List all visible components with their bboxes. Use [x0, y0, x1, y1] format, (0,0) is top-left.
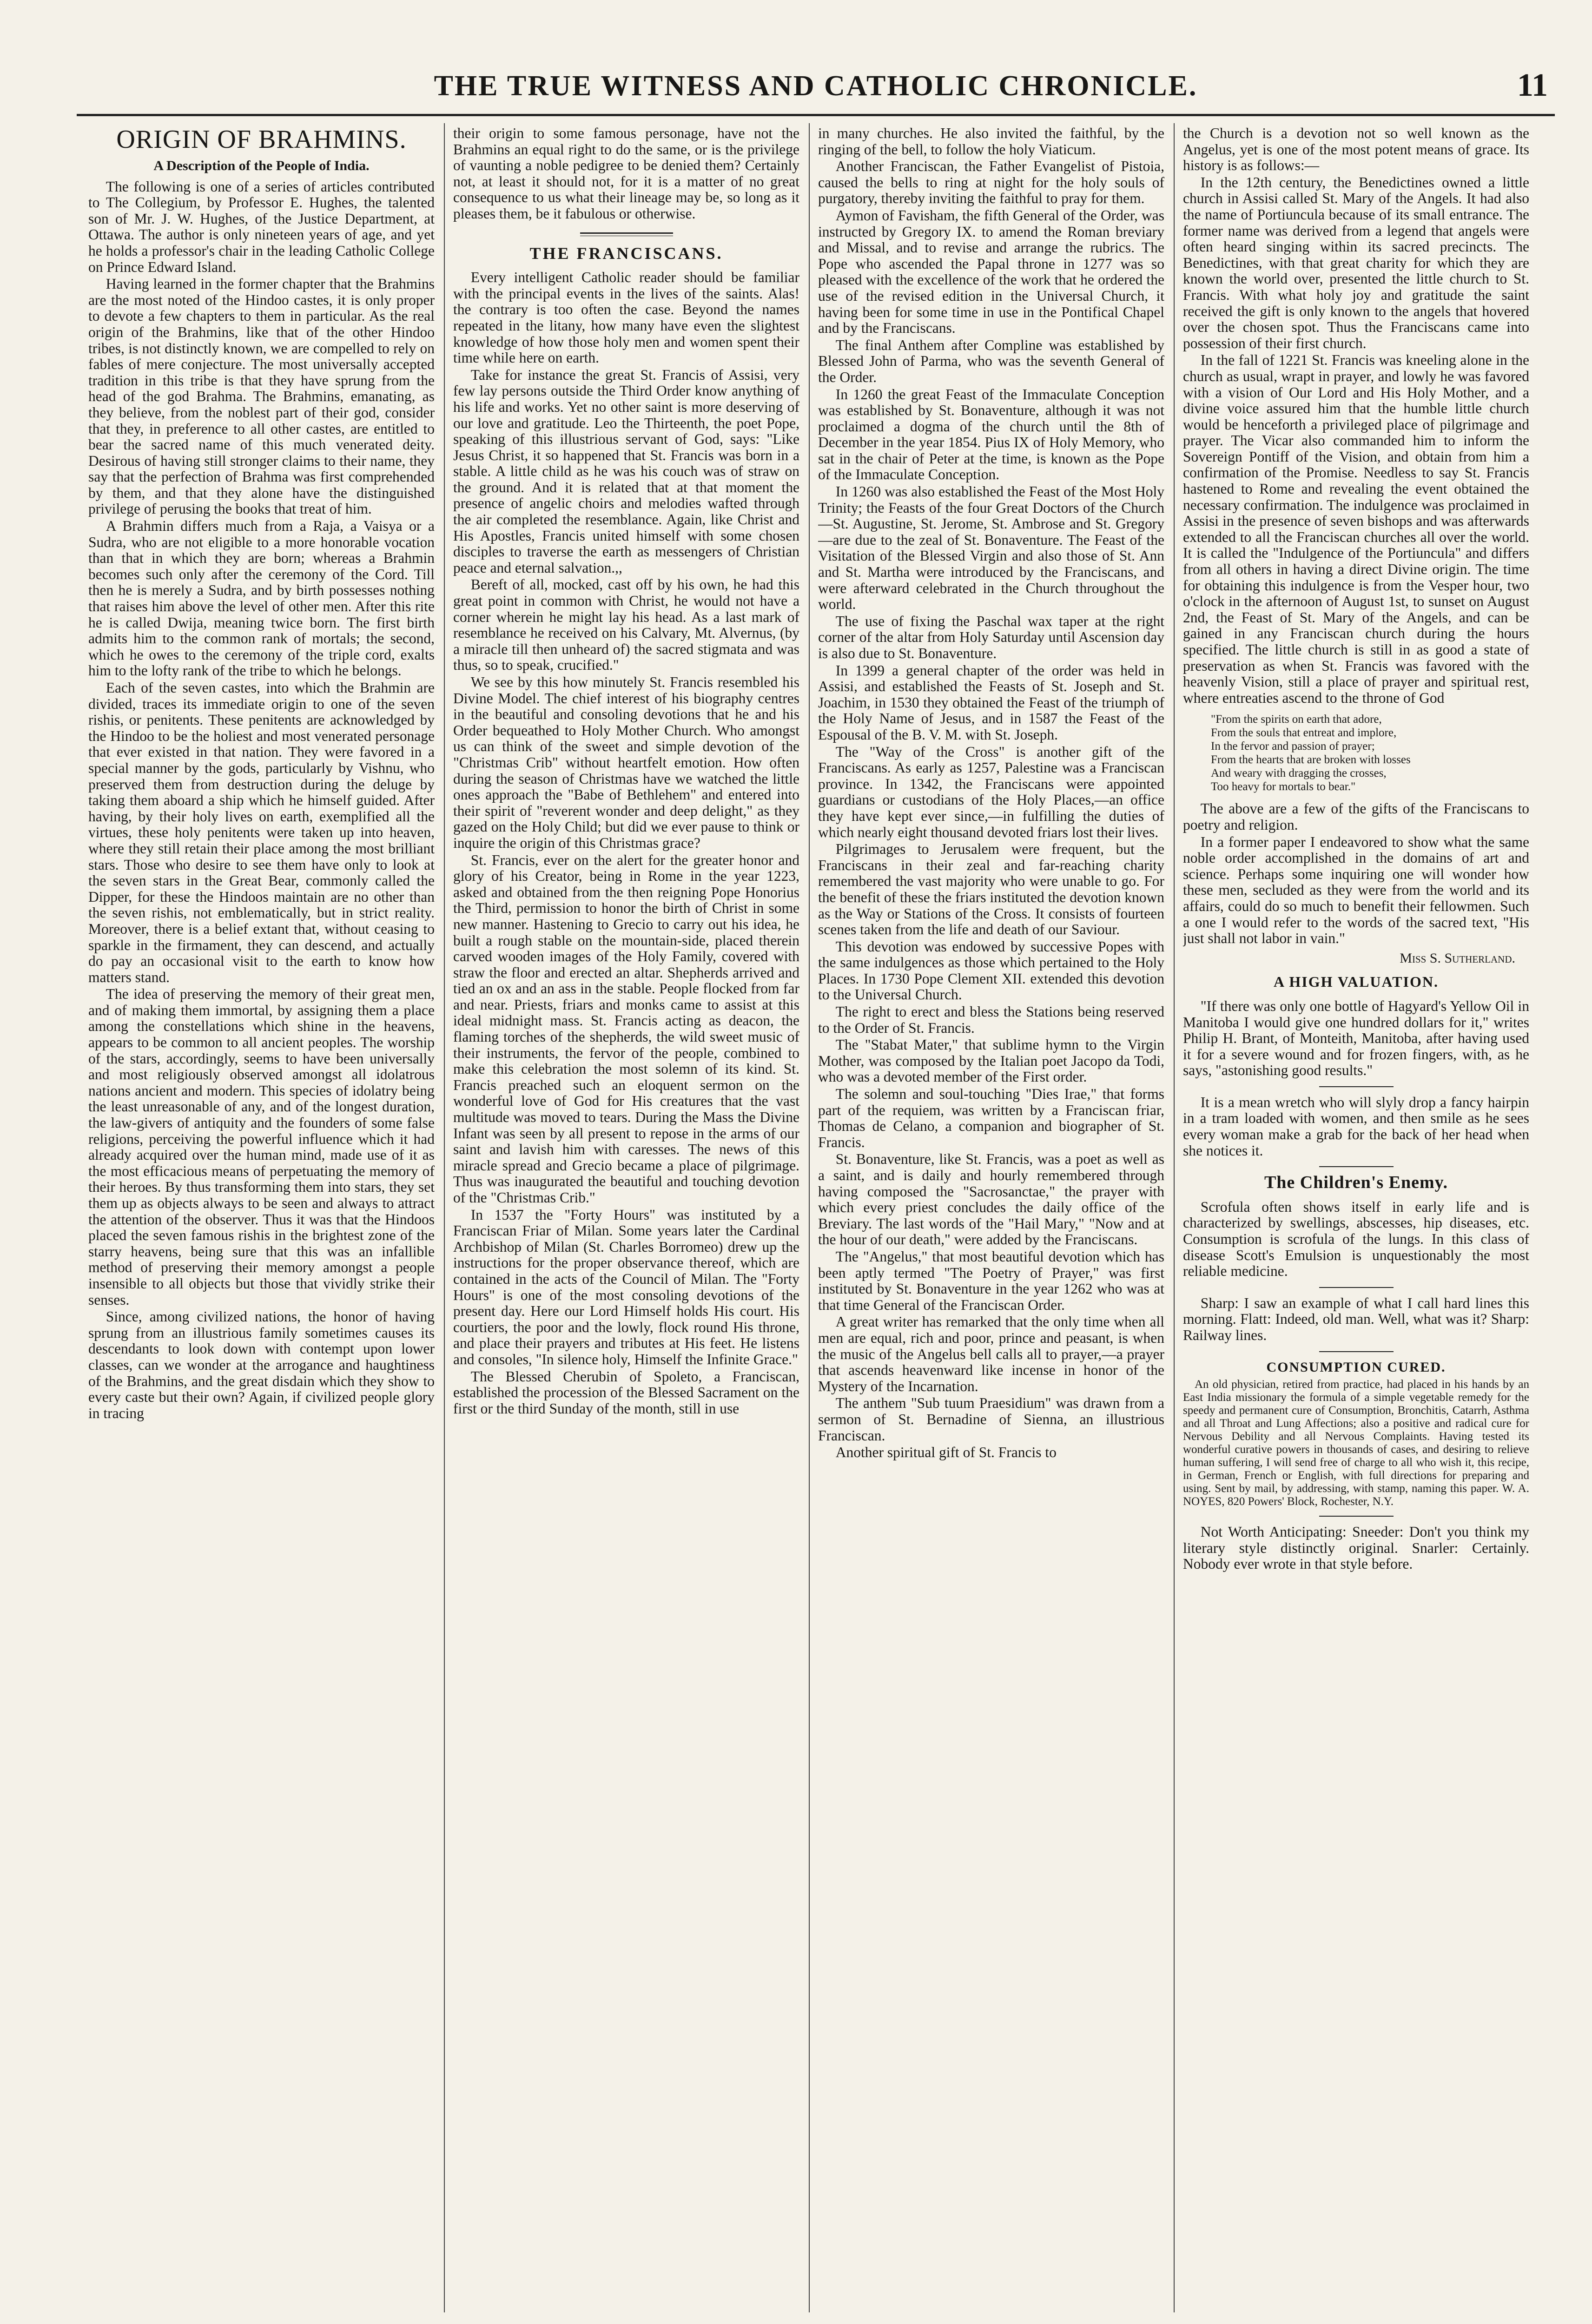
paragraph: Take for instance the great St. Francis of Assisi, very few lay persons outside the Third Order know anything of his life and works. Yet no other saint is more deserving of our love and gratitude. Leo the Thirteenth, the poet Pope, speaking of this illustrious servant of God, says: "Like Jesus Christ, it so happened that St. Francis was born in a stable. A little child as he was his couch was of straw on the ground. And it is related that at that moment the presence of angelic choirs and melodies wafted through the air completed the resemblance. Again, like Christ and His Apostles, Francis united himself with some chosen disciples to traverse the earth as messengers of Christian peace and eternal salvation.,, [453, 366, 799, 576]
paragraph: In 1399 a general chapter of the order was held in Assisi, and established the Feasts of St. Joseph and St. Joachim, in 1530 they obtained the Feast of the triumph of the Holy Name of Jesus, and in 1587 the Feast of the Espousal of the B. V. M. with St. Joseph. [818, 662, 1164, 743]
paragraph: Not Worth Anticipating: Sneeder: Don't you think my literary style distinctly original. Snarler: Certainly. Nobody ever wrote in that style before. [1183, 1524, 1529, 1572]
article-headline-franciscans: THE FRANCISCANS. [529, 244, 723, 263]
paragraph: The following is one of a series of articles contributed to The Collegium, by Professor E. Hughes, the talented son of Mr. J. W. Hughes, of the Justice Department, at Ottawa. The author is only nineteen years of age, and yet he holds a professor's chair in the leading Catholic College on Prince Edward Island. [88, 178, 435, 275]
paragraph: Every intelligent Catholic reader should be familiar with the principal events in the lives of the saints. Alas! the contrary is too often the case. Beyond the names repeated in the litany, how many have even the slightest knowledge of how those holy men and women spent their time while here on earth. [453, 269, 799, 366]
poem-quote [1211, 713, 1529, 793]
paragraph: In 1260 the great Feast of the Immaculate Conception was established by St. Bonaventure, although it was not proclaimed a dogma of the church until the 8th of December in the year 1854. Pius IX of Holy Memory, who sat in the chair of Peter at the time, is known as the Pope of the Immaculate Conception. [818, 386, 1164, 483]
paragraph: The solemn and soul-touching "Dies Irae," that forms part of the requiem, was written by a Franciscan friar, Thomas de Celano, a companion and biographer of St. Francis. [818, 1086, 1164, 1150]
paragraph: The right to erect and bless the Stations being reserved to the Order of St. Francis. [818, 1004, 1164, 1036]
section-divider [1319, 1287, 1394, 1288]
section-divider [1319, 1086, 1394, 1087]
paragraph: A Brahmin differs much from a Raja, a Vaisya or a Sudra, who are not eligible to a more honorable vocation than that in which they are born; whereas a Brahmin becomes such only after the ceremony of the Cord. Till then he is merely a Sudra, and by birth possesses nothing that raises him above the level of other men. After this rite he is called Dwija, meaning twice born. The first birth admits him to the common rank of mortals; the second, which he owes to the ceremony of the triple cord, exalts him to the lofty rank of the tribe to which he belongs. [88, 518, 435, 679]
article-headline-childrens-enemy: The Children's Enemy. [1264, 1173, 1448, 1193]
paragraph: Each of the seven castes, into which the Brahmin are divided, traces its immediate origin to one of the seven rishis, or penitents. These penitents are acknowledged by the Hindoo to be the holiest and most venerated personage that ever existed in that nation. They were favored in a special manner by the gods, particularly by Vishnu, who preserved them from destruction during the deluge by taking them aboard a ship which he himself guided. After having, by their holy lives on earth, exemplified all the virtues, these holy penitents were taken up into heaven, where they still retain their place among the most brilliant stars. Those who desire to see them have only to look at the seven stars in the Great Bear, commonly called the Dipper, for these the Hindoos maintain are no other than the seven rishis, not emblematically, but in strict reality. Moreover, there is a belief extant that, without ceasing to sparkle in the firmament, they can descend, and actually do pay an occasional visit to the earth to know how matters stand. [88, 680, 435, 985]
paragraph: It is a mean wretch who will slyly drop a fancy hairpin in a tram loaded with women, and then smile as he sees every woman make a grab for the back of her head when she notices it. [1183, 1094, 1529, 1159]
section-divider [1319, 1166, 1394, 1167]
paragraph: In the 12th century, the Benedictines owned a little church in Assisi called St. Mary of the Angels. It had also the name of Portiuncula because of its small entrance. The former name was derived from a legend that angels were often heard singing within its sacred precincts. The Benedictines, with that great charity for which they are known the world over, presented the little church to St. Francis. With what holy joy and gratitude the saint received the gift is only known to the angels that hovered over the chosen spot. Thus the Franciscans came into possession of their first church. [1183, 174, 1529, 351]
paragraph: In the fall of 1221 St. Francis was kneeling alone in the church as usual, wrapt in prayer, and lowly he was favored with a vision of Our Lord and His Holy Mother, and a divine voice assured him that the humble little church would be henceforth a privileged place of pilgrimage and prayer. The Vicar also commanded him to inform the Sovereign Pontiff of the Vision, and obtain from him a confirmation of the Promise. Needless to say St. Francis hastened to Rome and revealing the event obtained the necessary confirmation. The indulgence was proclaimed in Assisi in the presence of seven bishops and was afterwards extended to all the Franciscan churches all over the world. It is called the "Indulgence of the Portiuncula" and differs from all others in having a direct Divine origin. The time for obtaining this indulgence is from the Vesper hour, two o'clock in the afternoon of August 1st, to sunset on August 2nd, the Feast of St. Mary of the Angels, and can be gained in any Franciscan church during the hours specified. The little church is still in as good a state of preservation as when St. Francis was favored with the heavenly Vision, still a place of prayer and spiritual rest, where entreaties ascend to the throne of God [1183, 352, 1529, 706]
paragraph: In 1260 was also established the Feast of the Most Holy Trinity; the Feasts of the four Great Doctors of the Church—St. Augustine, St. Jerome, St. Ambrose and St. Gregory—are due to the zeal of St. Bonaventure. The Feast of the Visitation of the Blessed Virgin and also those of St. Ann and St. Martha were introduced by the Franciscans, and were afterward celebrated in the Church throughout the world. [818, 483, 1164, 613]
poem-line: "From the spirits on earth that adore, [1211, 713, 1382, 726]
page-number: 11 [1517, 67, 1548, 103]
advertisement-title: CONSUMPTION CURED. [1266, 1359, 1446, 1375]
paragraph: St. Bonaventure, like St. Francis, was a poet as well as a saint, and is daily and hourly remembered through having composed the "Sacrosanctae," the prayer with which every priest concludes the daily office of the Breviary. The last words of the "Hail Mary," "Now and at the hour of our death," were added by the Franciscans. [818, 1151, 1164, 1248]
paragraph: their origin to some famous personage, have not the Brahmins an equal right to do the same, or is the privilege of vaunting a noble pedigree to be denied them? Certainly not, at least it should not, for it is a matter of no great consequence to us what their lineage may be, so long as it pleases them, be it fabulous or otherwise. [453, 125, 799, 222]
advertisement-text: An old physician, retired from practice, had placed in his hands by an East India missionary the formula of a simple vegetable remedy for the speedy and permanent cure of Consumption, Bronchitis, Catarrh, Asthma and all Throat and Lung Affections; also a positive and radical cure for Nervous Debility and all Nervous Complaints. Having tested its wonderful curative powers in thousands of cases, and desiring to relieve human suffering, I will send free of charge to all who wish it, this recipe, in German, French or English, with full directions for preparing and using. Sent by mail, by addressing, with stamp, naming this paper. W. A. NOYES, 820 Powers' Block, Rochester, N.Y. [1183, 1378, 1529, 1508]
paragraph: The "Stabat Mater," that sublime hymn to the Virgin Mother, was composed by the Italian poet Jacopo da Todi, who was a devoted member of the First order. [818, 1037, 1164, 1085]
section-divider [580, 232, 673, 236]
paragraph: Sharp: I saw an example of what I call hard lines this morning. Flatt: Indeed, old man. Well, what was it? Sharp: Railway lines. [1183, 1294, 1529, 1343]
column-divider [444, 123, 445, 2312]
paragraph: The anthem "Sub tuum Praesidium" was drawn from a sermon of St. Bernadine of Sienna, an illustrious Franciscan. [818, 1395, 1164, 1444]
paragraph: Another spiritual gift of St. Francis to [835, 1444, 1057, 1461]
paragraph: Scrofula often shows itself in early life and is characterized by swellings, abscesses, hip diseases, etc. Consumption is scrofula of the lungs. In this class of disease Scott's Emulsion is unquestionably the most reliable medicine. [1183, 1198, 1529, 1280]
paragraph: Bereft of all, mocked, cast off by his own, he had this great point in common with Christ, he would not have a corner wherein he might lay his head. As a last mark of resemblance he received on his Calvary, Mt. Alvernus, (by a miracle till then unheard of) the sacred stigmata and was thus, so to speak, crucified." [453, 576, 799, 673]
poem-line: And weary with dragging the crosses, [1211, 767, 1387, 780]
column-4 [1183, 125, 1529, 2310]
paragraph: the Church is a devotion not so well known as the Angelus, yet is one of the most potent means of grace. Its history is as follows:— [1183, 125, 1529, 174]
paragraph: The use of fixing the Paschal wax taper at the right corner of the altar from Holy Saturday until Ascension day is also due to St. Bonaventure. [818, 613, 1164, 661]
paragraph: This devotion was endowed by successive Popes with the same indulgences as those which pertained to the Holy Places. In 1730 Pope Clement XII. extended this devotion to the Universal Church. [818, 938, 1164, 1003]
paragraph: In a former paper I endeavored to show what the same noble order accomplished in the domains of art and science. Perhaps some inquiring one will wonder how these men, secluded as they were from the world and its affairs, could do so much to benefit their fellowmen. Such a one I would refer to the words of the sacred text, "His just shall not labor in vain." [1183, 833, 1529, 947]
column-divider [809, 123, 810, 2312]
poem-line: From the souls that entreat and implore, [1211, 726, 1397, 739]
column-divider [1174, 123, 1175, 2312]
paragraph: in many churches. He also invited the faithful, by the ringing of the bell, to follow the holy Viaticum. [818, 125, 1164, 158]
paragraph: Having learned in the former chapter that the Brahmins are the most noted of the Hindoo castes, it is only proper to devote a few chapters to them in particular. As the real origin of the Brahmins, like that of the other Hindoo tribes, is not distinctly known, we are compelled to rely on fables of mere conjecture. The most universally accepted tradition in this tribe is that they have sprung from the head of the god Brahma. The Brahmins, emanating, as they believe, from the noblest part of their god, consider that they, in preference to all other castes, are entitled to bear the sacred name of this much venerated deity. Desirous of having still stronger claims to their name, they say that the perfection of Brahma was first comprehended by them, and that they alone have the distinguished privilege of perusing the books that treat of him. [88, 276, 435, 517]
paragraph: The final Anthem after Compline was established by Blessed John of Parma, who was the seventh General of the Order. [818, 337, 1164, 385]
article-subhead: A Description of the People of India. [153, 158, 370, 173]
paragraph: We see by this how minutely St. Francis resembled his Divine Model. The chief interest of his biography centres in the beautiful and consoling devotions that he and his Order bequeathed to Holy Mother Church. Who amongst us can think of the sweet and simple devotion of the "Christmas Crib" without heartfelt emotion. How often during the season of Christmas have we watched the little ones approach the "Babe of Bethlehem" and entered into their spirit of "reverent wonder and deep delight," as they gazed on the Holy Child; but did we ever pause to think or inquire the origin of this Christmas grace? [453, 674, 799, 851]
poem-line: In the fervor and passion of prayer; [1211, 740, 1375, 753]
column-1 [88, 125, 435, 2310]
paragraph: Since, among civilized nations, the honor of having sprung from an illustrious family sometimes causes its descendants to look down with contempt upon lower classes, can we wonder at the arrogance and haughtiness of the Brahmins, and the great disdain which they show to every caste but their own? Again, if civilized people glory in tracing [88, 1308, 435, 1421]
paragraph: Another Franciscan, the Father Evangelist of Pistoia, caused the bells to ring at night for the holy souls of purgatory, thereby inviting the faithful to pray for them. [818, 158, 1164, 207]
paragraph: The above are a few of the gifts of the Franciscans to poetry and religion. [1183, 800, 1529, 833]
poem-line: From the hearts that are broken with losses [1211, 753, 1411, 766]
article-headline-high-valuation: A HIGH VALUATION. [1274, 973, 1439, 990]
column-2 [453, 125, 799, 2310]
section-divider [1319, 1516, 1394, 1517]
paragraph: "If there was only one bottle of Hagyard's Yellow Oil in Manitoba I would give one hundred dollars for it," writes Philip H. Brant, of Monteith, Manitoba, after having used it for a severe wound and for frozen fingers, with, as he says, "astonishing good results." [1183, 997, 1529, 1079]
advertisement [1183, 1378, 1529, 1508]
masthead-rule [77, 114, 1555, 116]
paragraph: Pilgrimages to Jerusalem were frequent, but the Franciscans in their zeal and far-reaching charity remembered the vast majority who were unable to go. For the benefit of these the friars instituted the devotion known as the Way or Stations of the Cross. It consists of fourteen scenes taken from the life and death of our Saviour. [818, 841, 1164, 938]
section-divider [1319, 1351, 1394, 1352]
article-headline-brahmins: ORIGIN OF BRAHMINS. [116, 125, 407, 154]
paragraph: The Blessed Cherubin of Spoleto, a Franciscan, established the procession of the Blessed Sacrament on the first or the third Sunday of the month, still in use [453, 1368, 799, 1417]
paragraph: The idea of preserving the memory of their great men, and of making them immortal, by assigning them a place among the constellations which shine in the heavens, appears to be common to all ancient peoples. The worship of the stars, accordingly, seems to have been universally and most religiously observed amongst all idolatrous nations ancient and modern. This species of idolatry being the least unreasonable of any, and of the longest duration, the law-givers of antiquity and the founders of some false religions, perceiving the powerful influence which it had already acquired over the human mind, made use of it as the most efficacious means of perpetuating the memory of their heroes. By thus transforming them into stars, they set them up as objects always to be seen and always to attract the attention of the observer. Thus it was that the Hindoos placed the seven famous rishis in the brightest zone of the starry heavens, being sure that this was an infallible method of preserving their memory amongst a people insensible to all objects but those that vividly strike their senses. [88, 986, 435, 1308]
column-3 [818, 125, 1164, 2310]
author-signature: Miss S. Sutherland. [1400, 950, 1515, 966]
paragraph: The "Angelus," that most beautiful devotion which has been aptly termed "The Poetry of Prayer," was first instituted by St. Bonaventure in the year 1262 who was at that time General of the Franciscan Order. [818, 1248, 1164, 1313]
newspaper-title: THE TRUE WITNESS AND CATHOLIC CHRONICLE. [434, 70, 1198, 102]
paragraph: St. Francis, ever on the alert for the greater honor and glory of his Creator, being in Rome in the year 1223, asked and obtained from the then reigning Pope Honorius the Third, permission to honor the birth of Christ in some new manner. Hastening to Grecio to carry out his idea, he built a rough stable on the mountain-side, placed therein carved wooden images of the Holy Family, covered with straw the floor and erected an altar. Shepherds arrived and tied an ox and an ass in the stable. People flocked from far and near. Priests, friars and monks came to assist at this ideal midnight mass. St. Francis acting as deacon, the flaming torches of the shepherds, the wild sweet music of their instruments, the fervor of the people, combined to make this celebration the most solemn of its kind. St. Francis preached such an eloquent sermon on the wonderful love of God for His creatures that the vast multitude was moved to tears. During the Mass the Divine Infant was seen by all present to repose in the arms of our saint and lavish him with caresses. The news of this miracle spread and Grecio became a place of pilgrimage. Thus was inaugurated the beautiful and touching devotion of the "Christmas Crib." [453, 852, 799, 1206]
paragraph: The "Way of the Cross" is another gift of the Franciscans. As early as 1257, Palestine was a Franciscan province. In 1342, the Franciscans were appointed guardians or custodians of the Holy Places,—an office they have kept ever since,—in fulfilling the duties of which nearly eight thousand devoted friars lost their lives. [818, 743, 1164, 840]
paragraph: A great writer has remarked that the only time when all men are equal, rich and poor, prince and peasant, is when the music of the Angelus bell calls all to prayer,—a prayer that ascends heavenward like incense in honor of the Mystery of the Incarnation. [818, 1314, 1164, 1394]
paragraph: In 1537 the "Forty Hours" was instituted by a Franciscan Friar of Milan. Some years later the Cardinal Archbishop of Milan (St. Charles Borromeo) drew up the instructions for the proper observance thereof, which are contained in the acts of the Council of Milan. The "Forty Hours" is one of the most consoling devotions of the present day. Here our Lord Himself holds His court. His courtiers, the poor and the lowly, flock round His throne, and place their prayers and tributes at His feet. He listens and consoles, "In silence holy, Himself the Infinite Grace." [453, 1206, 799, 1367]
paragraph: Aymon of Favisham, the fifth General of the Order, was instructed by Gregory IX. to amend the Roman breviary and Missal, and to revise and arrange the rubrics. The Pope who ascended the Papal throne in 1277 was so pleased with the excellence of the work that he ordered the use of the revised edition in the Universal Church, it having been for some time in use in the Pontifical Chapel and by the Franciscans. [818, 207, 1164, 337]
masthead [79, 67, 1552, 112]
poem-line: Too heavy for mortals to bear." [1211, 780, 1356, 793]
